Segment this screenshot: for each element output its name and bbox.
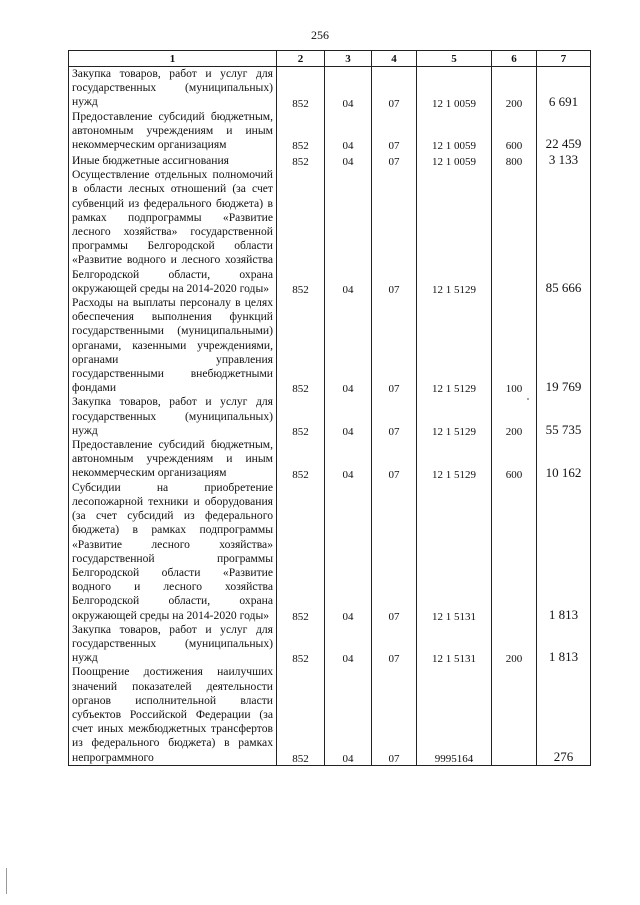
- table-row: [69, 665, 591, 765]
- column-header-3: 3: [325, 51, 372, 67]
- column-header-5: 5: [417, 51, 492, 67]
- row-code-c2: 852: [277, 665, 325, 765]
- row-code-c3: 04: [325, 110, 372, 153]
- row-code-c6: [492, 168, 537, 296]
- row-code-c2: 852: [277, 395, 325, 438]
- row-code-c6: 800: [492, 152, 537, 168]
- row-code-c4: 07: [372, 623, 417, 666]
- row-description: Закупка товаров, работ и услуг для государственных (муниципальных) нужд: [69, 67, 277, 110]
- row-description: Закупка товаров, работ и услуг для государственных (муниципальных) нужд: [69, 623, 277, 666]
- row-amount: 85 666: [537, 168, 591, 296]
- row-amount: 3 133: [537, 152, 591, 168]
- row-code-c4: 07: [372, 296, 417, 395]
- row-amount: 1 813: [537, 623, 591, 666]
- scan-margin-mark: [6, 868, 7, 894]
- row-code-c6: 600: [492, 438, 537, 481]
- row-code-c6: 600: [492, 110, 537, 153]
- row-amount: 55 735: [537, 395, 591, 438]
- table-body: [69, 67, 591, 766]
- row-code-c3: 04: [325, 665, 372, 765]
- column-header-1: 1: [69, 51, 277, 67]
- row-code-c4: 07: [372, 168, 417, 296]
- row-code-c4: 07: [372, 395, 417, 438]
- column-header-4: 4: [372, 51, 417, 67]
- row-code-c3: 04: [325, 481, 372, 623]
- table-row: [69, 110, 591, 153]
- row-code-c5: 12 1 5129: [417, 395, 492, 438]
- row-code-c4: 07: [372, 481, 417, 623]
- row-code-c5: 12 1 5129: [417, 168, 492, 296]
- row-code-c6: 200: [492, 395, 537, 438]
- row-amount: 22 459: [537, 110, 591, 153]
- table-row: [69, 67, 591, 110]
- row-code-c3: 04: [325, 67, 372, 110]
- row-description: Иные бюджетные ассигнования: [69, 152, 277, 168]
- row-amount: 19 769: [537, 296, 591, 395]
- table-row: [69, 481, 591, 623]
- row-code-c4: 07: [372, 67, 417, 110]
- row-description: Осуществление отдельных полномочий в области лесных отношений (за счет субвенций из федерального бюджета) в рамках подпрограммы «Развитие лесного хозяйства» государственной программы Белгородской области «Развитие водного и лесного хозяйства Белгородской области, охрана окружающей среды на 2014-2020 годы»: [69, 168, 277, 296]
- table-row: [69, 395, 591, 438]
- row-code-c2: 852: [277, 152, 325, 168]
- row-code-c4: 07: [372, 438, 417, 481]
- row-code-c2: 852: [277, 168, 325, 296]
- row-code-c4: 07: [372, 665, 417, 765]
- budget-table: [68, 50, 591, 766]
- table-row: [69, 152, 591, 168]
- row-code-c6: 100: [492, 296, 537, 395]
- column-header-2: 2: [277, 51, 325, 67]
- row-code-c5: 12 1 0059: [417, 67, 492, 110]
- row-description: Закупка товаров, работ и услуг для государственных (муниципальных) нужд: [69, 395, 277, 438]
- table-row: [69, 296, 591, 395]
- row-description: Субсидии на приобретение лесопожарной техники и оборудования (за счет субсидий из федерального бюджета) в рамках подпрограммы «Развитие лесного хозяйства» государственной программы Белгородской области «Развитие водного и лесного хозяйства Белгородской области, охрана окружающей среды на 2014-2020 годы»: [69, 481, 277, 623]
- row-code-c3: 04: [325, 438, 372, 481]
- row-amount: 10 162: [537, 438, 591, 481]
- row-code-c5: 12 1 5129: [417, 296, 492, 395]
- row-code-c2: 852: [277, 481, 325, 623]
- row-code-c6: 200: [492, 623, 537, 666]
- row-code-c2: 852: [277, 110, 325, 153]
- table-row: [69, 168, 591, 296]
- table-row: [69, 438, 591, 481]
- row-code-c5: 12 1 5129: [417, 438, 492, 481]
- table-header-row: [69, 51, 591, 67]
- scan-speck: [527, 398, 529, 400]
- row-code-c6: [492, 665, 537, 765]
- row-code-c6: [492, 481, 537, 623]
- row-amount: 1 813: [537, 481, 591, 623]
- row-code-c3: 04: [325, 623, 372, 666]
- row-amount: 276: [537, 665, 591, 765]
- column-header-6: 6: [492, 51, 537, 67]
- row-amount: 6 691: [537, 67, 591, 110]
- row-code-c2: 852: [277, 67, 325, 110]
- page-number: 256: [311, 28, 329, 42]
- row-code-c5: 12 1 5131: [417, 623, 492, 666]
- row-code-c5: 12 1 0059: [417, 152, 492, 168]
- row-description: Поощрение достижения наилучших значений показателей деятельности органов исполнительной власти субъектов Российской Федерации (за счет иных межбюджетных трансфертов из федерального бюджета) в рамках непрограммного: [69, 665, 277, 765]
- row-code-c6: 200: [492, 67, 537, 110]
- row-code-c5: 12 1 5131: [417, 481, 492, 623]
- row-description: Предоставление субсидий бюджетным, автономным учреждениям и иным некоммерческим организациям: [69, 438, 277, 481]
- row-code-c2: 852: [277, 296, 325, 395]
- row-code-c3: 04: [325, 296, 372, 395]
- row-code-c5: 12 1 0059: [417, 110, 492, 153]
- column-header-7: 7: [537, 51, 591, 67]
- table-row: [69, 623, 591, 666]
- row-code-c4: 07: [372, 110, 417, 153]
- row-description: Расходы на выплаты персоналу в целях обеспечения выполнения функций государственными (муниципальными) органами, казенными учреждениями, органами управления государственными внебюджетными фондами: [69, 296, 277, 395]
- row-code-c5: 9995164: [417, 665, 492, 765]
- row-code-c4: 07: [372, 152, 417, 168]
- row-code-c2: 852: [277, 438, 325, 481]
- row-code-c3: 04: [325, 395, 372, 438]
- row-code-c3: 04: [325, 152, 372, 168]
- row-description: Предоставление субсидий бюджетным, автономным учреждениям и иным некоммерческим организациям: [69, 110, 277, 153]
- row-code-c3: 04: [325, 168, 372, 296]
- row-code-c2: 852: [277, 623, 325, 666]
